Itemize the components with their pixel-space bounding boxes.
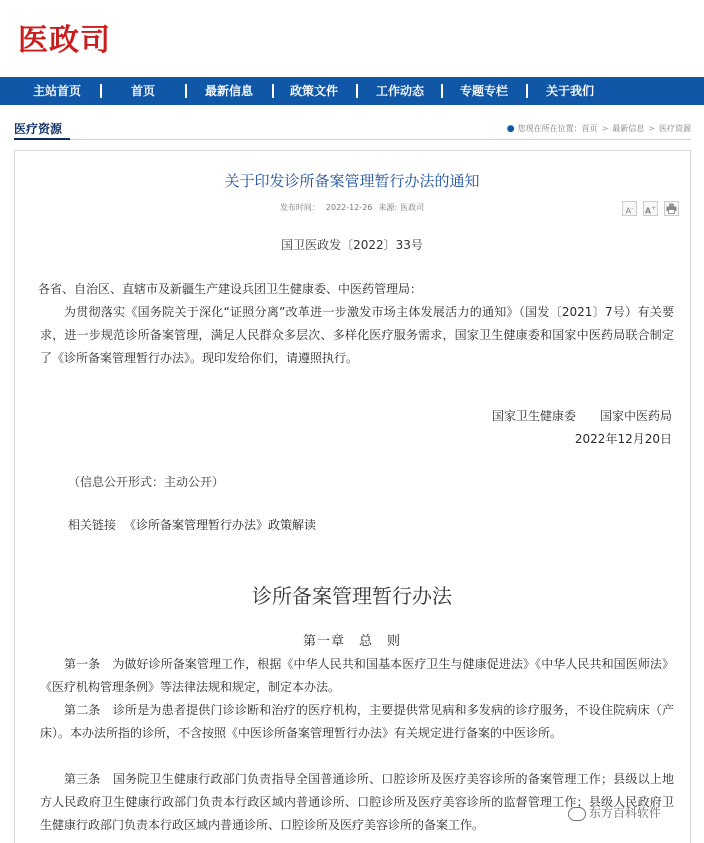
nav-divider — [100, 84, 102, 98]
nav-item-home[interactable]: 首页 — [131, 84, 156, 98]
section-divider — [14, 139, 691, 140]
breadcrumb-separator: > — [601, 124, 609, 133]
document-title: 诊所备案管理暂行办法 — [252, 584, 452, 608]
site-logo[interactable]: 医政司 — [18, 23, 111, 58]
policy-interpretation-link[interactable]: 《诊所备案管理暂行办法》政策解读 — [124, 518, 317, 532]
nav-item-latest[interactable]: 最新信息 — [205, 84, 254, 98]
breadcrumb-item-home[interactable]: 首页 — [581, 124, 598, 133]
publish-label: 发布时间： — [279, 203, 320, 212]
watermark-logo-icon — [568, 807, 586, 821]
font-decrease-button[interactable]: A- — [622, 201, 637, 216]
source-value: 医政司 — [400, 203, 425, 212]
article-1: 第一条 为做好诊所备案管理工作，根据《中华人民共和国基本医疗卫生与健康促进法》《中华人民共和国医师法》《医疗机构管理条例》等法律法规和规定，制定本办法。 — [40, 657, 674, 694]
article-2: 第二条 诊所是为患者提供门诊诊断和治疗的医疗机构，主要提供常见病和多发病的诊疗服务，不设住院病床（产床）。本办法所指的诊所，不含按照《中医诊所备案管理暂行办法》有关规定进行备案的中医诊所。 — [40, 703, 674, 740]
breadcrumb-prefix: 您现在所在位置： — [517, 124, 582, 133]
article-title: 关于印发诊所备案管理暂行办法的通知 — [224, 172, 480, 190]
sign-date: 2022年12月20日 — [574, 432, 672, 446]
signatories: 国家卫生健康委 国家中医药局 — [491, 409, 672, 423]
source-label: 来源: — [378, 203, 398, 212]
article-3: 第三条 国务院卫生健康行政部门负责指导全国普通诊所、口腔诊所及医疗美容诊所的备案管理工作；县级以上地方人民政府卫生健康行政部门负责本行政区域内普通诊所、口腔诊所及医疗美容诊所的监督管理工作；县级人民政府卫生健康行政部门负责本行政区域内普通诊所、口腔诊所及医疗美容诊所的备案工作。 — [40, 772, 674, 832]
font-increase-button[interactable]: A+ — [643, 201, 658, 216]
salutation: 各省、自治区、直辖市及新疆生产建设兵团卫生健康委、中医药管理局： — [38, 282, 423, 296]
nav-divider — [185, 84, 187, 98]
nav-item-work[interactable]: 工作动态 — [376, 84, 425, 98]
publish-date: 2022-12-26 — [325, 203, 373, 212]
chapter-heading: 第一章 总 则 — [302, 634, 401, 649]
nav-divider — [272, 84, 274, 98]
nav-divider — [356, 84, 358, 98]
breadcrumb-item-current[interactable]: 医疗资源 — [659, 124, 691, 133]
section-underline — [14, 138, 70, 140]
breadcrumb — [507, 123, 691, 134]
print-icon — [666, 203, 677, 214]
related-links — [68, 516, 316, 533]
nav-item-topics[interactable]: 专题专栏 — [460, 84, 509, 98]
nav-item-about[interactable]: 关于我们 — [546, 84, 595, 98]
nav-item-policy[interactable]: 政策文件 — [290, 84, 339, 98]
article-meta — [0, 202, 704, 213]
main-nav — [0, 77, 704, 105]
watermark — [568, 804, 661, 821]
section-header — [14, 120, 691, 140]
breadcrumb-separator: > — [648, 124, 655, 133]
notice-paragraph: 为贯彻落实《国务院关于深化“证照分离”改革进一步激发市场主体发展活力的通知》（国发〔2021〕7号）有关要求，进一步规范诊所备案管理，满足人民群众多层次、多样化医疗服务需求，国家卫生健康委和国家中医药局联合制定了《诊所备案管理暂行办法》。现印发给你们，请遵照执行。 — [40, 305, 674, 365]
location-pin-icon: ● — [506, 124, 515, 134]
watermark-text: 东方百科软件 — [589, 806, 662, 820]
section-title: 医疗资源 — [14, 122, 63, 136]
nav-item-main-home[interactable]: 主站首页 — [33, 84, 82, 98]
nav-divider — [441, 84, 443, 98]
breadcrumb-item-latest[interactable]: 最新信息 — [612, 124, 645, 133]
disclosure-note: （信息公开形式：主动公开） — [68, 475, 225, 489]
nav-divider — [526, 84, 528, 98]
related-label: 相关链接 — [68, 518, 117, 532]
document-number: 国卫医政发〔2022〕33号 — [281, 238, 423, 252]
print-button[interactable] — [664, 201, 679, 216]
